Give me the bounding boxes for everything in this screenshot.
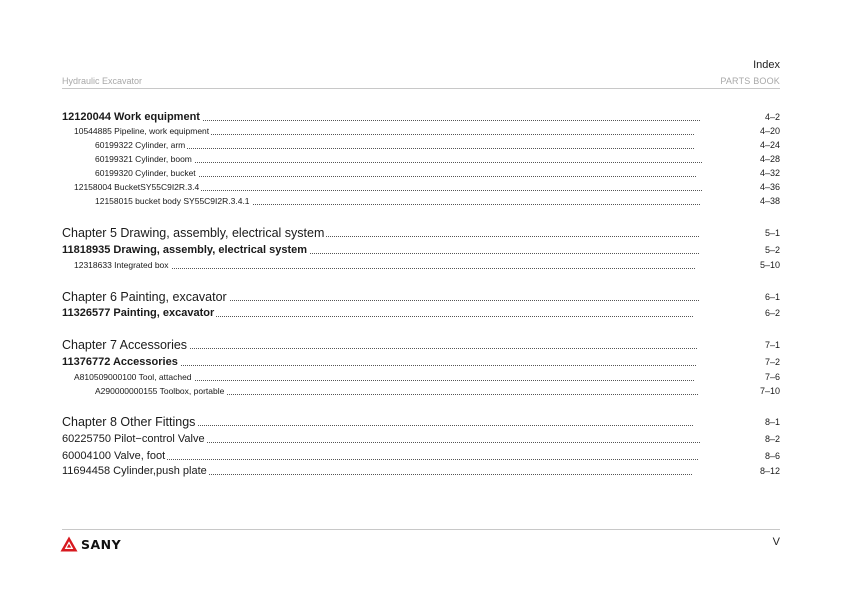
sany-logo bbox=[60, 535, 121, 553]
toc-entry[interactable] bbox=[0, 384, 842, 398]
toc-entry-title: Chapter 7 Accessories bbox=[62, 338, 188, 352]
toc-entry-title: 11326577 Painting, excavator bbox=[62, 307, 215, 319]
toc-entry[interactable] bbox=[0, 194, 842, 208]
toc-entry[interactable] bbox=[0, 355, 842, 369]
header-machine-name: Hydraulic Excavator bbox=[62, 76, 143, 86]
toc-entry[interactable] bbox=[0, 415, 842, 429]
toc-entry-page: 6–2 bbox=[764, 308, 780, 318]
toc-entry-title: Chapter 8 Other Fittings bbox=[62, 415, 196, 429]
toc-entry-title: 60004100 Valve, foot bbox=[62, 450, 166, 462]
toc-entry-page: 4–38 bbox=[759, 196, 780, 206]
toc-entry-title: 12158015 bucket body SY55C9I2R.3.4.1 bbox=[95, 196, 250, 206]
toc-entry-title: 12158004 BucketSY55C9I2R.3.4 bbox=[74, 182, 200, 192]
toc-entry-page: 4–24 bbox=[759, 140, 780, 150]
toc-entry-title: 12318633 Integrated box bbox=[74, 260, 169, 270]
toc-entry[interactable] bbox=[0, 370, 842, 384]
toc-entry-title: 11376772 Accessories bbox=[62, 356, 178, 368]
toc-entry-page: 4–2 bbox=[764, 112, 780, 122]
toc-entry-title: 60199321 Cylinder, boom bbox=[95, 154, 192, 164]
toc-entry-title: A810509000100 Tool, attached bbox=[74, 372, 192, 382]
toc-entry[interactable] bbox=[0, 138, 842, 152]
toc-entry[interactable] bbox=[0, 124, 842, 138]
toc-entry[interactable] bbox=[0, 306, 842, 320]
header-index-label: Index bbox=[753, 59, 780, 71]
toc-entry-page: 8–1 bbox=[764, 417, 780, 427]
toc-entry-page: 8–12 bbox=[759, 466, 780, 476]
toc-entry-title: 10544885 Pipeline, work equipment bbox=[74, 126, 210, 136]
toc-entry[interactable] bbox=[0, 226, 842, 240]
toc-entry-page: 8–2 bbox=[764, 434, 780, 444]
toc-entry[interactable] bbox=[0, 449, 842, 463]
toc-entry[interactable] bbox=[0, 464, 842, 478]
toc-entry[interactable] bbox=[0, 166, 842, 180]
toc-entry-page: 4–20 bbox=[759, 126, 780, 136]
toc-entry-page: 4–28 bbox=[759, 154, 780, 164]
toc-entry-title: 11818935 Drawing, assembly, electrical system bbox=[62, 244, 308, 256]
toc-entry-page: 4–32 bbox=[759, 168, 780, 178]
toc-entry-title: A290000000155 Toolbox, portable bbox=[95, 386, 225, 396]
toc-entry-title: 60199320 Cylinder, bucket bbox=[95, 168, 196, 178]
toc-entry-title: Chapter 6 Painting, excavator bbox=[62, 290, 227, 304]
toc-entry-page: 5–1 bbox=[764, 228, 780, 238]
sany-logo-text: SANY bbox=[81, 536, 122, 552]
toc-entry-page: 7–6 bbox=[764, 372, 780, 382]
toc-entry-page: 5–2 bbox=[764, 245, 780, 255]
toc-entry[interactable] bbox=[0, 180, 842, 194]
toc-entry-page: 7–10 bbox=[759, 386, 780, 396]
toc-entry[interactable] bbox=[0, 110, 842, 124]
sany-logo-icon bbox=[60, 536, 78, 552]
toc-entry-page: 6–1 bbox=[764, 292, 780, 302]
toc-entry-title: 60199322 Cylinder, arm bbox=[95, 140, 186, 150]
toc-entry[interactable] bbox=[0, 152, 842, 166]
header-divider bbox=[62, 88, 780, 89]
toc-entry-title: 11694458 Cylinder,push plate bbox=[62, 465, 207, 477]
toc-entry-title: 60225750 Pilot−control Valve bbox=[62, 433, 205, 445]
toc-entry[interactable] bbox=[0, 258, 842, 272]
toc-entry[interactable] bbox=[0, 338, 842, 352]
toc-entry-page: 7–1 bbox=[764, 340, 780, 350]
toc-entry[interactable] bbox=[0, 432, 842, 446]
footer-divider bbox=[62, 529, 780, 530]
toc-entry-page: 5–10 bbox=[759, 260, 780, 270]
toc-entry[interactable] bbox=[0, 290, 842, 304]
header-book-name: PARTS BOOK bbox=[720, 76, 780, 86]
toc-entry-page: 8–6 bbox=[764, 451, 780, 461]
toc-entry[interactable] bbox=[0, 243, 842, 257]
toc-entry-title: Chapter 5 Drawing, assembly, electrical system bbox=[62, 226, 325, 240]
page-number: V bbox=[772, 536, 780, 548]
toc-entry-page: 4–36 bbox=[759, 182, 780, 192]
toc-entry-title: 12120044 Work equipment bbox=[62, 111, 200, 123]
toc-entry-page: 7–2 bbox=[764, 357, 780, 367]
